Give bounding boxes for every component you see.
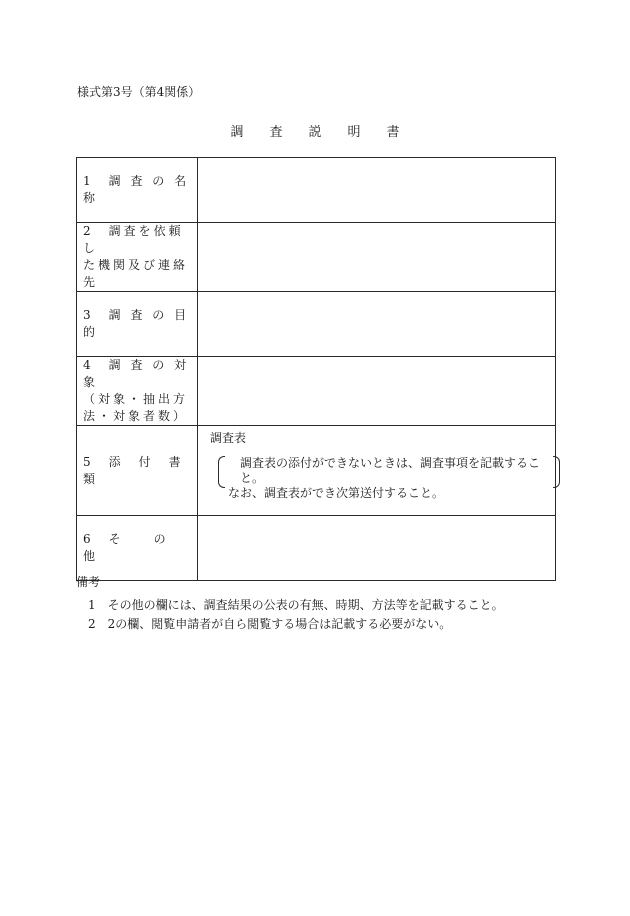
- row-label-other: [77, 516, 198, 581]
- note-line: 調査表の添付ができないときは、調査事項を記載すること。: [240, 456, 541, 485]
- row-label-attachments: [77, 426, 198, 516]
- remark-item: 1 その他の欄には、調査結果の公表の有無、時期、方法等を記載すること。: [88, 598, 504, 612]
- attachments-field[interactable]: [198, 426, 556, 516]
- document-title: 調査説明書: [230, 125, 426, 140]
- survey-subject-field[interactable]: [198, 357, 556, 426]
- requesting-agency-field[interactable]: [198, 223, 556, 292]
- left-bracket: [218, 456, 225, 488]
- bracketed-note: [218, 456, 560, 500]
- table-row: [77, 426, 556, 516]
- label-line: 5 添 付 書 類: [83, 454, 199, 486]
- label-line: 4 調 査 の 対 象: [83, 358, 190, 389]
- remarks-section: [76, 573, 504, 634]
- other-field[interactable]: [198, 516, 556, 581]
- row-label-survey-subject: [77, 357, 198, 426]
- label-line: 3 調 査 の 目 的: [83, 308, 190, 339]
- note-line: なお、調査表ができ次第送付すること。: [228, 486, 445, 500]
- survey-form-table: [76, 157, 556, 581]
- row-label-survey-name: [77, 158, 198, 223]
- table-row: [77, 292, 556, 357]
- table-row: [77, 158, 556, 223]
- note-text: [228, 456, 560, 501]
- survey-name-field[interactable]: [198, 158, 556, 223]
- table-row: [77, 223, 556, 292]
- label-line: た機関及び連絡: [83, 258, 189, 272]
- attachments-content: [204, 426, 549, 515]
- label-line: 2 調査を依頼し: [83, 224, 184, 255]
- label-line: （対象・抽出方: [83, 392, 189, 406]
- attachment-title: 調査表: [210, 431, 247, 445]
- table-row: [77, 357, 556, 426]
- remark-item: 2 2の欄、閲覧申請者が自ら閲覧する場合は記載する必要がない。: [88, 617, 452, 631]
- right-bracket: [553, 456, 560, 488]
- label-line: 6 そ の 他: [83, 532, 199, 563]
- label-line: 1 調 査 の 名 称: [83, 174, 190, 205]
- label-line: 先: [83, 275, 99, 289]
- row-label-survey-purpose: [77, 292, 198, 357]
- row-label-requesting-agency: [77, 223, 198, 292]
- label-line: 法・対象者数）: [83, 409, 189, 423]
- form-number: 様式第3号（第4関係）: [77, 85, 201, 99]
- survey-purpose-field[interactable]: [198, 292, 556, 357]
- remarks-heading: 備考: [76, 575, 101, 589]
- table-row: [77, 516, 556, 581]
